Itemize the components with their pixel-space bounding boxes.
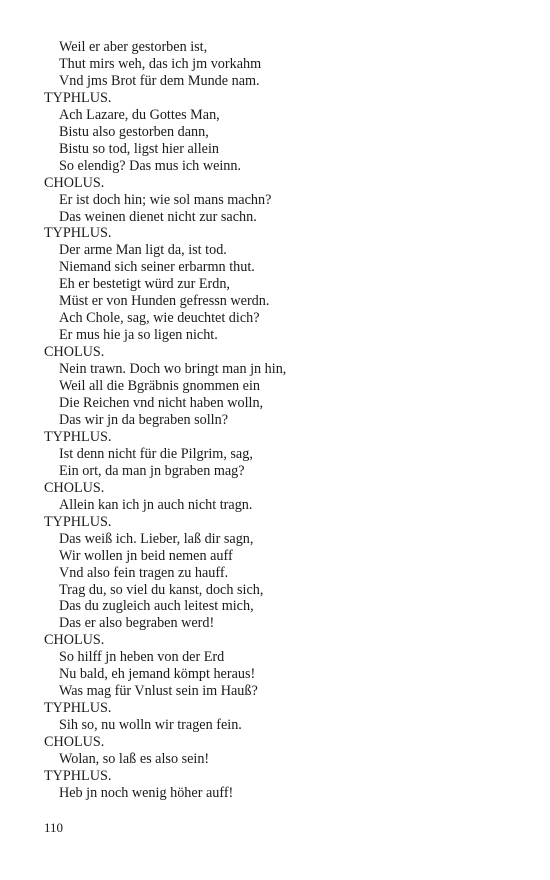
verse-line: Thut mirs weh, das ich jm vorkahm xyxy=(59,55,262,72)
verse-line: Ein ort, da man jn bgraben mag? xyxy=(59,462,245,479)
verse-line: Er mus hie ja so ligen nicht. xyxy=(59,327,218,344)
verse-line: Bistu also gestorben dann, xyxy=(59,123,209,140)
verse-line: Heb jn noch wenig höher auff! xyxy=(59,784,234,801)
verse-line: Ach Chole, sag, wie deuchtet dich? xyxy=(59,310,260,327)
speaker-name: TYPHLUS. xyxy=(44,225,112,242)
verse-line: Die Reichen vnd nicht haben wolln, xyxy=(59,395,264,412)
verse-line: Trag du, so viel du kanst, doch sich, xyxy=(59,581,264,598)
verse-line: Das wir jn da begraben solln? xyxy=(59,411,229,428)
verse-line: Nein trawn. Doch wo bringt man jn hin, xyxy=(59,361,287,378)
verse-line: Vnd jms Brot für dem Munde nam. xyxy=(59,72,260,89)
speaker-name: CHOLUS. xyxy=(44,174,105,191)
page-number: 110 xyxy=(44,820,64,835)
speaker-name: TYPHLUS. xyxy=(44,767,112,784)
verse-line: Er ist doch hin; wie sol mans machn? xyxy=(59,191,272,208)
speaker-name: CHOLUS. xyxy=(44,734,105,751)
verse-line: Müst er von Hunden gefressn werdn. xyxy=(59,293,270,310)
verse-line: Wolan, so laß es also sein! xyxy=(59,751,210,768)
verse-line: Wir wollen jn beid nemen auff xyxy=(59,547,233,564)
verse-line: So hilff jn heben von der Erd xyxy=(59,649,225,666)
verse-line: Was mag für Vnlust sein im Hauß? xyxy=(59,683,258,700)
verse-line: Vnd also fein tragen zu hauff. xyxy=(59,564,229,581)
speaker-name: CHOLUS. xyxy=(44,344,105,361)
play-text xyxy=(44,39,286,802)
verse-line: Ist denn nicht für die Pilgrim, sag, xyxy=(59,445,253,462)
verse-line: Weil all die Bgräbnis gnommen ein xyxy=(59,378,260,395)
verse-line: Eh er bestetigt würd zur Erdn, xyxy=(59,276,230,293)
verse-line: Weil er aber gestorben ist, xyxy=(59,39,208,55)
speaker-name: TYPHLUS. xyxy=(44,700,112,717)
verse-line: Der arme Man ligt da, ist tod. xyxy=(59,242,227,259)
speaker-name: TYPHLUS. xyxy=(44,428,112,445)
verse-line: Allein kan ich jn auch nicht tragn. xyxy=(59,496,253,513)
verse-line: Sih so, nu wolln wir tragen fein. xyxy=(59,717,242,734)
verse-line: Ach Lazare, du Gottes Man, xyxy=(59,106,220,123)
verse-line: Das weinen dienet nicht zur sachn. xyxy=(59,208,257,225)
verse-line: Das weiß ich. Lieber, laß dir sagn, xyxy=(59,530,254,547)
speaker-name: TYPHLUS. xyxy=(44,89,112,106)
verse-line: Nu bald, eh jemand kömpt heraus! xyxy=(59,666,256,683)
verse-line: Bistu so tod, ligst hier allein xyxy=(59,140,219,157)
speaker-name: CHOLUS. xyxy=(44,479,105,496)
verse-line: Niemand sich seiner erbarmn thut. xyxy=(59,259,255,276)
verse-line: Das er also begraben werd! xyxy=(59,615,215,632)
verse-line: So elendig? Das mus ich weinn. xyxy=(59,157,242,174)
verse-line: Das du zugleich auch leitest mich, xyxy=(59,598,254,615)
speaker-name: CHOLUS. xyxy=(44,632,105,649)
speaker-name: TYPHLUS. xyxy=(44,513,112,530)
